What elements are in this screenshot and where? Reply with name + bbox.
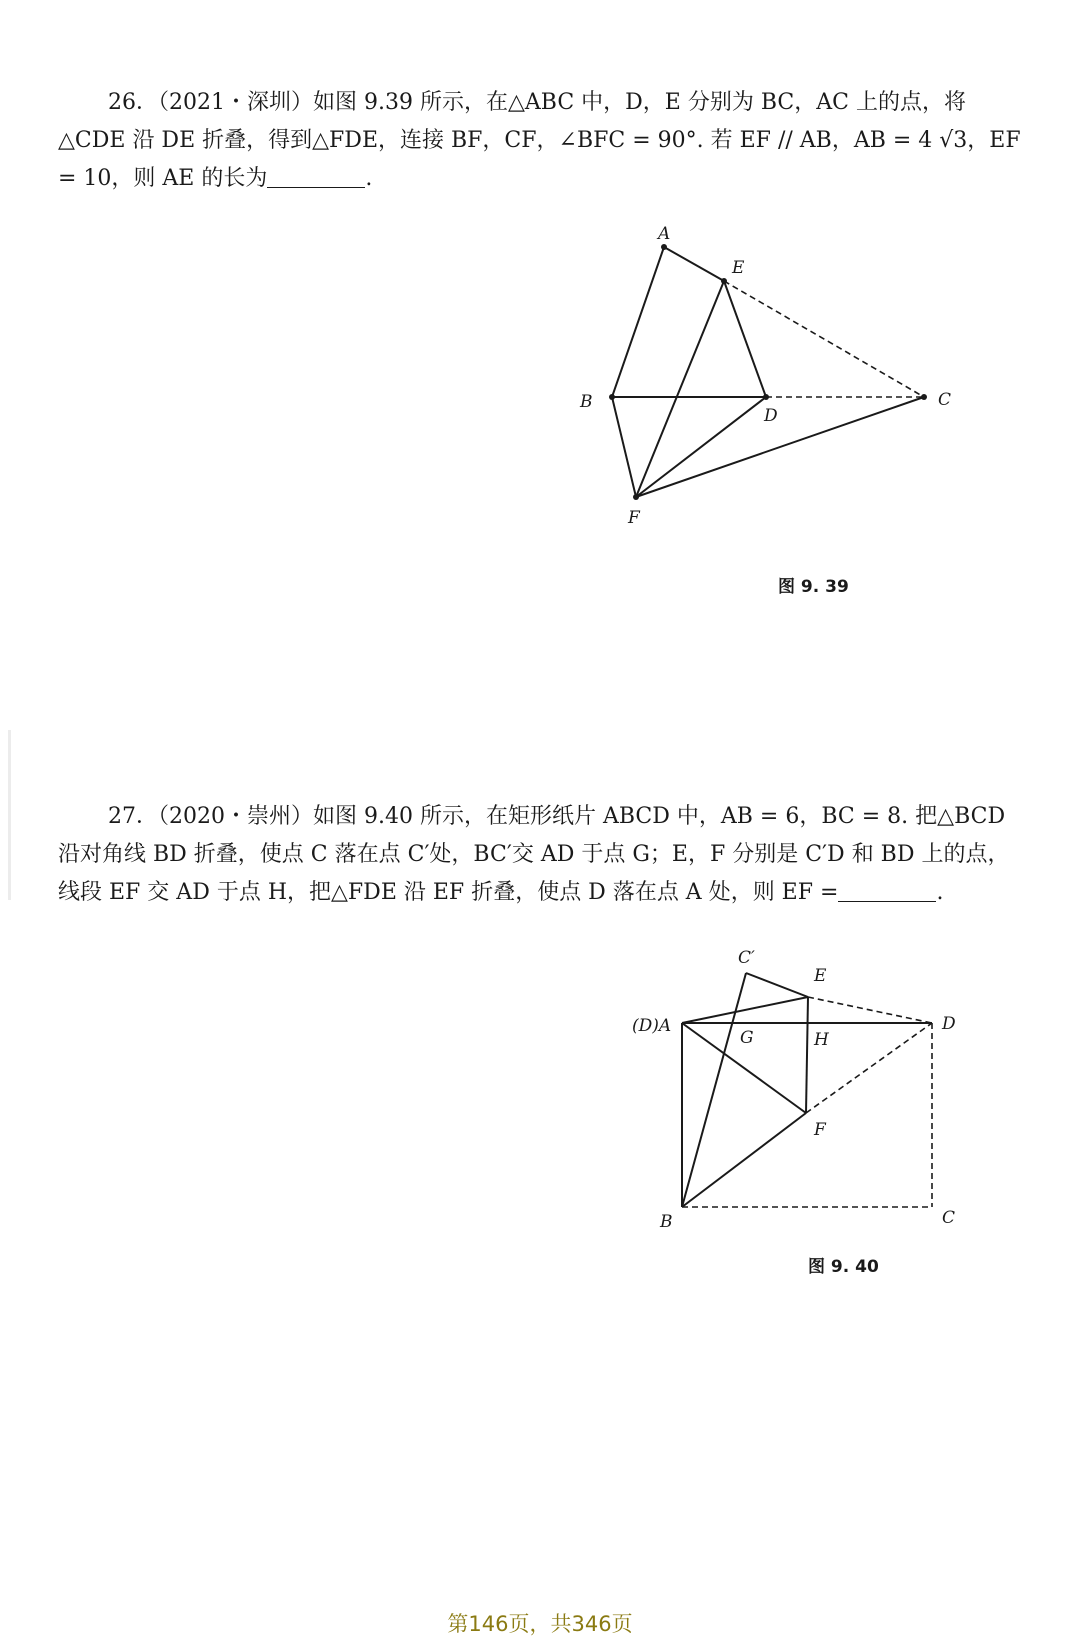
dashed-segment-EC <box>724 281 924 397</box>
point-A <box>661 244 667 250</box>
figure-caption: 图 9. 40 <box>808 1257 879 1277</box>
label-E: E <box>814 966 827 986</box>
segment-EF <box>806 997 808 1113</box>
point-E <box>721 278 727 284</box>
problem-27 <box>58 798 1030 912</box>
point-B <box>609 394 615 400</box>
segment-AB <box>612 247 664 397</box>
label-G: G <box>740 1028 754 1048</box>
segment-ED <box>724 281 766 397</box>
label-H: H <box>814 1030 829 1050</box>
problem-27-text: 27．（2020・崇州）如图 9.40 所示，在矩形纸片 ABCD 中，AB = 6，BC = 8. 把△BCD 沿对角线 BD 折叠，使点 C 落在点 C′处，BC′交 AD 于点 G；E，F 分别是 C′D 和 BD 上的点，线段 EF 交 AD 于点 H，把△FDE 沿 EF 折叠，使点 D 落在点 A 处，则 EF = <box>58 804 1010 905</box>
segment-AE <box>682 997 808 1023</box>
label-D: D <box>764 406 778 426</box>
scan-edge-mark <box>8 730 11 900</box>
segment-EF <box>636 281 724 497</box>
label-E: E <box>732 258 745 278</box>
label-C-prime: C′ <box>738 948 755 968</box>
label-B: B <box>660 1212 673 1232</box>
segment-BF <box>612 397 636 497</box>
point-C <box>921 394 927 400</box>
problem-26-text: 26．（2021・深圳）如图 9.39 所示，在△ABC 中，D，E 分别为 BC，AC 上的点，将△CDE 沿 DE 折叠，得到△FDE，连接 BF，CF，∠BFC = 90°. 若 EF // AB，AB = 4 √3，EF = 10，则 AE 的长为 <box>58 90 1021 191</box>
point-D <box>763 394 769 400</box>
label-C: C <box>942 1208 956 1228</box>
segment-CprimeE <box>746 973 808 997</box>
problem-26-end: . <box>365 166 373 191</box>
segment-AE <box>664 247 724 281</box>
page-footer: 第146页，共346页 <box>447 1612 633 1636</box>
figure-9-39-diagram <box>580 224 970 535</box>
problem-27-end: . <box>936 880 944 905</box>
answer-blank-26[interactable] <box>267 165 365 188</box>
label-D-A: (D)A <box>632 1016 672 1036</box>
label-B: B <box>580 392 593 412</box>
dashed-segment-ED <box>808 997 932 1023</box>
label-D: D <box>942 1014 956 1034</box>
label-A: A <box>658 224 671 244</box>
segment-FC <box>636 397 924 497</box>
label-F: F <box>628 508 640 528</box>
segment-BCprime <box>682 973 746 1207</box>
problem-26 <box>58 84 1030 198</box>
label-C: C <box>938 390 952 410</box>
point-F <box>633 494 639 500</box>
answer-blank-27[interactable] <box>838 879 936 902</box>
figure-caption: 图 9. 39 <box>778 577 849 597</box>
figure-9-40-diagram <box>632 935 990 1235</box>
segment-BF <box>682 1113 806 1207</box>
label-F: F <box>814 1120 826 1140</box>
